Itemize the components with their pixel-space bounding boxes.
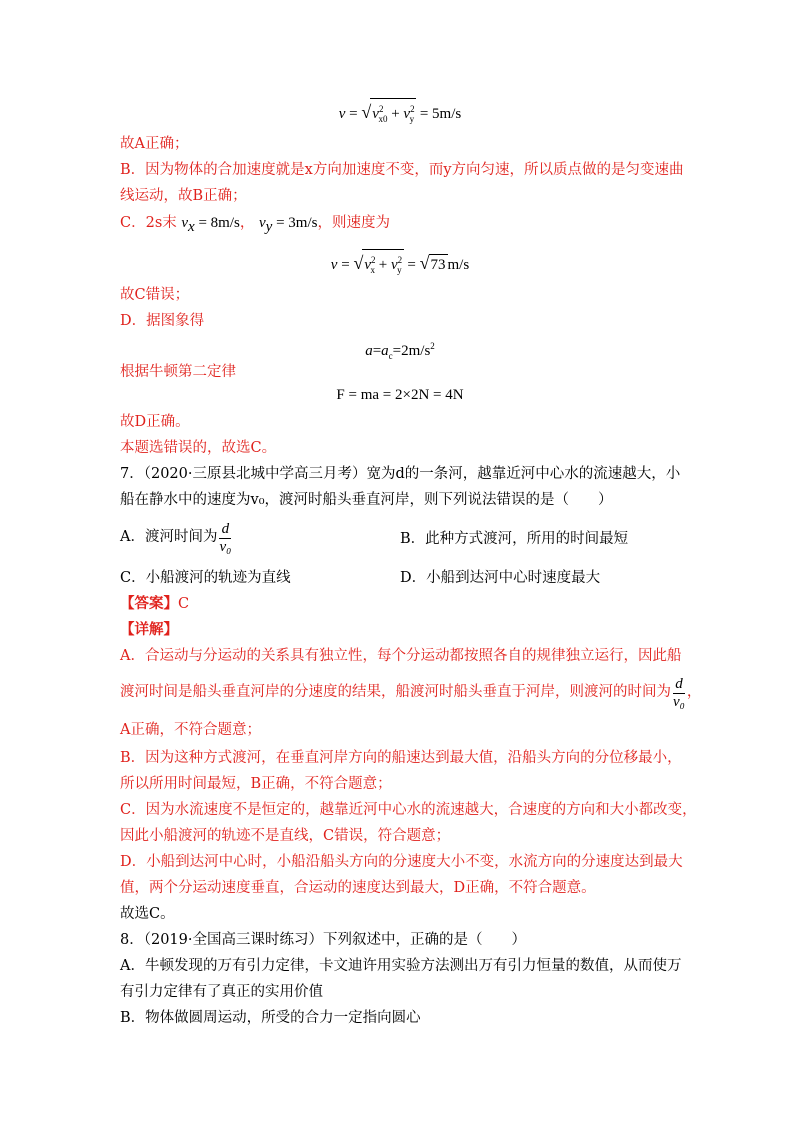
explanation-line: D．小船到达河中心时，小船沿船头方向的分速度大小不变，水流方向的分速度达到最大: [120, 854, 683, 870]
eq-symbol: =: [403, 257, 420, 273]
question-7-line1: 7．（2020·三原县北城中学高三月考）宽为d的一条河，越靠近河中心水的流速越大，小: [120, 466, 681, 482]
explanation-line: 所以所用时间最短，B正确，不符合题意；: [120, 776, 392, 792]
sqrt-body: [362, 249, 403, 280]
eq-symbol: =: [372, 343, 382, 359]
option-b: B．此种方式渡河，所用的时间最短: [400, 531, 629, 547]
answer-line: [120, 594, 189, 614]
eq-sup: 2: [430, 341, 435, 351]
text-span: ，: [686, 684, 702, 700]
eq-symbol: = 8m/s: [194, 215, 240, 231]
eq-symbol: v: [403, 106, 411, 122]
explanation-conclusion: 故选C。: [120, 906, 175, 922]
eq-symbol: =: [345, 106, 362, 122]
eq-symbol: v: [372, 106, 379, 122]
sqrt-body: 73: [429, 254, 448, 275]
eq-symbol: = 5m/s: [416, 106, 462, 122]
fraction: [673, 676, 685, 711]
eq-symbol: =: [337, 257, 354, 273]
eq-sup: 2: [378, 104, 384, 114]
question-7-line2: 船在静水中的速度为v₀，渡河时船头垂直河岸，则下列说法错误的是（ ）: [120, 492, 613, 508]
text-span: ，: [239, 215, 255, 231]
eq-symbol: v: [338, 106, 346, 122]
equation-speed-2s: [0, 249, 800, 280]
text-line: 根据牛顿第二定律: [120, 364, 236, 380]
text-line: 故C错误；: [120, 287, 190, 303]
fraction: [219, 521, 231, 556]
question-8-line1: 8．（2019·全国高三课时练习）下列叙述中，正确的是（ ）: [120, 932, 526, 948]
explanation-line: A正确，不符合题意；: [120, 722, 261, 738]
explanation-line: A．合运动与分运动的关系具有独立性，每个分运动都按照各自的规律独立运行，因此船: [120, 648, 682, 664]
eq-sub: y: [265, 218, 273, 235]
eq-sub: x0: [378, 114, 388, 124]
fraction-numerator: d: [219, 521, 231, 539]
sqrt-sign: √: [353, 253, 364, 273]
explanation-line: 值，两个分运动速度垂直，合运动的速度达到最大，D正确，不符合题意。: [120, 880, 596, 896]
text-line: 本题选错误的，故选C。: [120, 440, 277, 456]
eq-sub: x: [188, 218, 195, 235]
detail-label: 【详解】: [120, 621, 178, 638]
question-8-option-a-cont: 有引力定律有了真正的实用价值: [120, 984, 323, 1000]
eq-sub: c: [388, 351, 393, 361]
answer-label: 【答案】: [120, 595, 178, 612]
eq-symbol: v: [258, 215, 266, 231]
explanation-line-fraction: [120, 676, 701, 711]
question-8-option-a: A．牛顿发现的万有引力定律，卡文迪许用实验方法测出万有引力恒量的数值，从而使万: [120, 958, 682, 974]
eq-sub: y: [409, 114, 415, 124]
eq-symbol: = 3m/s: [272, 215, 318, 231]
eq-sub: y: [397, 265, 402, 275]
text-line: 故A正确；: [120, 136, 189, 152]
eq-symbol: v: [390, 257, 398, 273]
eq-symbol: +: [387, 106, 404, 122]
eq-sup: 2: [371, 255, 376, 265]
question-8-option-b: B．物体做圆周运动，所受的合力一定指向圆心: [120, 1010, 421, 1026]
option-a-label: A．渡河时间为: [120, 529, 218, 545]
answer-value: C: [178, 596, 190, 612]
eq-symbol: v: [364, 257, 371, 273]
eq-symbol: +: [375, 257, 391, 273]
sqrt-sign: √: [361, 102, 372, 122]
explanation-line: C．因为水流速度不是恒定的，越靠近河中心水的流速越大，合速度的方向和大小都改变，: [120, 802, 697, 818]
explanation-line: 因此小船渡河的轨迹不是直线，C错误，符合题意；: [120, 828, 451, 844]
equation-speed-initial: [0, 98, 800, 129]
eq-symbol: v: [181, 215, 189, 231]
text-line-velocity: [120, 213, 390, 237]
text-line: D．据图象得: [120, 313, 205, 329]
eq-sup: 2: [397, 255, 403, 265]
fraction-denominator: v₀: [673, 694, 685, 710]
text-line: 线运动，故B正确；: [120, 188, 247, 204]
sqrt-sign: √: [419, 253, 430, 273]
text-span: C．2s末: [120, 215, 177, 231]
text-span: ，则速度为: [317, 215, 390, 231]
option-a: [120, 521, 233, 556]
eq-sub: x: [370, 265, 375, 275]
fraction-denominator: v₀: [219, 539, 232, 555]
text-line: 故D正确。: [120, 414, 190, 430]
eq-sup: 2: [410, 104, 415, 114]
fraction-numerator: d: [673, 676, 685, 694]
eq-symbol: m/s: [447, 257, 470, 273]
equation-force: F = ma = 2×2N = 4N: [336, 387, 464, 403]
explanation-line: B．因为这种方式渡河，在垂直河岸方向的船速达到最大值，沿船头方向的分位移最小，: [120, 750, 682, 766]
sqrt-body: [370, 98, 416, 129]
option-c: C．小船渡河的轨迹为直线: [120, 570, 291, 586]
eq-symbol: v: [330, 257, 338, 273]
text-span: 渡河时间是船头垂直河岸的分速度的结果，船渡河时船头垂直于河岸，则渡河的时间为: [120, 684, 671, 700]
option-d: D．小船到达河中心时速度最大: [400, 570, 601, 586]
text-line: B．因为物体的合加速度就是x方向加速度不变，而y方向匀速，所以质点做的是匀变速曲: [120, 162, 684, 178]
eq-symbol: a: [365, 343, 373, 359]
eq-symbol: a: [381, 343, 389, 359]
eq-symbol: =2m/s: [392, 343, 431, 359]
